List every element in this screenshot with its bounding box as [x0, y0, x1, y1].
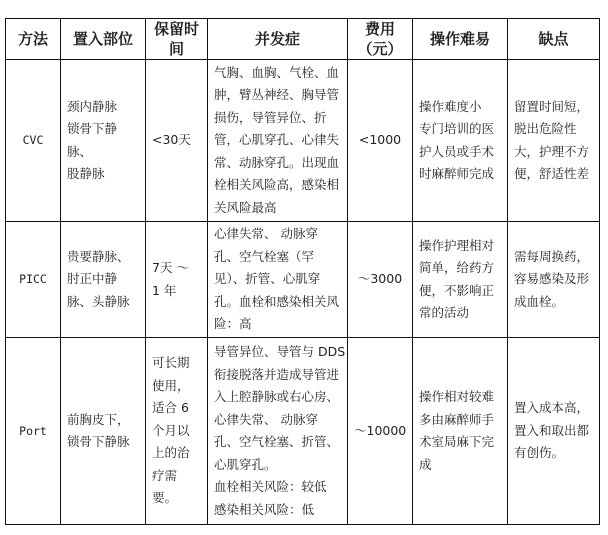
cell-text: 大，护理不方 — [514, 143, 590, 159]
cell-cost — [348, 338, 413, 525]
cell-text: 锁骨下静 — [67, 121, 118, 136]
cell-text: 护人员或手术 — [419, 143, 495, 159]
cell-text: 导管异位、导管与 DDS — [214, 344, 346, 359]
cell-text: 使用， — [152, 377, 190, 393]
cell-text: 成 — [419, 456, 432, 472]
cell-duration — [146, 338, 208, 525]
cell-text: 损伤，导管异位、折 — [214, 109, 327, 125]
cell-text: 操作相对较难 — [419, 389, 495, 404]
cell-text: 见）、折管、心肌穿 — [214, 271, 321, 287]
cell-duration — [146, 222, 208, 338]
cell-text: 1 年 — [152, 282, 177, 298]
cell-text: 便，不影响正 — [419, 282, 495, 298]
cell-text: 多由麻醉师手 — [419, 411, 495, 427]
header-cost — [348, 19, 413, 60]
header-complications — [208, 19, 348, 60]
cell-text: 上的治 — [152, 445, 190, 461]
cell-drawbacks — [508, 338, 600, 525]
cell-text: 栓相关风险高，感染相 — [214, 177, 340, 193]
cell-text: 前胸皮下， — [67, 411, 130, 427]
header-row — [6, 19, 600, 60]
cell-text: 成血栓。 — [514, 293, 565, 309]
cell-text: 置入成本高， — [514, 400, 590, 416]
cell-text: <30天 — [152, 132, 191, 148]
cell-text: 管，心肌穿孔、心律失 — [214, 132, 340, 148]
header-duration — [146, 19, 208, 60]
cell-text: 脉、 — [67, 143, 93, 159]
header-text: 操作难易 — [429, 30, 490, 48]
cell-text: 肿，臂丛神经、胸导管 — [214, 87, 340, 103]
header-difficulty — [413, 19, 508, 60]
cell-text: ～10000 — [354, 422, 407, 438]
cell-text: 置入和取出都 — [514, 422, 590, 438]
cell-text: 气胸、血胸、气栓、血 — [214, 64, 340, 80]
header-text: 置入部位 — [72, 30, 133, 48]
cell-complications — [208, 338, 348, 525]
cell-text: 需每周换药， — [514, 248, 590, 264]
header-text: 缺点 — [538, 30, 569, 48]
cell-text: 颈内静脉 — [67, 98, 118, 114]
cell-text: 衔接脱落并造成导管进 — [214, 366, 340, 382]
cell-method — [6, 338, 61, 525]
header-text: 方法 — [17, 30, 48, 48]
header-text: 费用（元） — [357, 20, 403, 58]
cell-difficulty — [413, 60, 508, 222]
cell-text: 可长期 — [152, 355, 190, 371]
cell-text: 孔。血栓和感染相关风 — [214, 293, 340, 309]
cell-text: <1000 — [358, 132, 402, 148]
table-row — [6, 338, 600, 525]
cell-text: 术室局麻下完 — [419, 434, 495, 449]
cell-text: 血栓相关风险：较低 — [214, 479, 327, 494]
cell-difficulty — [413, 222, 508, 338]
cell-text: 心律失常、 动脉穿 — [214, 411, 318, 427]
cell-text: 要。 — [152, 490, 178, 506]
cell-text: 孔、空气栓塞（罕 — [214, 248, 315, 264]
cell-text: 留置时间短， — [514, 98, 590, 114]
cell-text: 疗需 — [152, 467, 178, 483]
cell-complications — [208, 60, 348, 222]
cell-text: 贵要静脉、 — [67, 248, 130, 264]
cell-text: 有创伤。 — [514, 445, 565, 461]
cell-cost — [348, 60, 413, 222]
cell-text: 专门培训的医 — [419, 121, 495, 136]
cell-text: 7天 ～ — [152, 260, 189, 275]
header-text: 并发症 — [254, 30, 300, 48]
cell-text: 常的活动 — [419, 305, 470, 320]
header-drawbacks — [508, 19, 600, 60]
table-row — [6, 222, 600, 338]
comparison-table — [5, 18, 600, 525]
cell-text: 入上腔静脉或右心房、 — [214, 389, 340, 404]
table-row — [6, 60, 600, 222]
cell-cost — [348, 222, 413, 338]
cell-text: 时麻醉师完成 — [419, 166, 495, 181]
cell-duration — [146, 60, 208, 222]
cell-text: 脱出危险性 — [514, 121, 577, 136]
cell-site — [61, 222, 146, 338]
cell-text: 关风险最高 — [214, 199, 277, 215]
cell-text: Port — [19, 423, 47, 438]
cell-text: 个月以 — [152, 422, 190, 438]
cell-text: 便，舒适性差 — [514, 166, 590, 181]
header-text: 保留时间 — [154, 20, 200, 58]
cell-method — [6, 222, 61, 338]
cell-text: 肘正中静 — [67, 271, 118, 287]
cell-text: 适合 6 — [152, 400, 189, 416]
cell-text: PICC — [19, 272, 47, 287]
cell-text: 锁骨下静脉 — [67, 434, 130, 449]
cell-text: 脉、头静脉 — [67, 293, 130, 309]
cell-drawbacks — [508, 222, 600, 338]
cell-text: 险：高 — [214, 316, 252, 332]
header-method — [6, 19, 61, 60]
cell-text: ～3000 — [357, 271, 403, 287]
cell-drawbacks — [508, 60, 600, 222]
cell-text: 操作护理相对 — [419, 237, 495, 253]
cell-text: 常、动脉穿孔。出现血 — [214, 154, 340, 170]
cell-text: 容易感染及形 — [514, 271, 590, 287]
cell-site — [61, 60, 146, 222]
cell-text: 心律失常、 动脉穿 — [214, 226, 318, 242]
cell-text: 心肌穿孔。 — [214, 456, 277, 472]
cell-text: 简单，给药方 — [419, 260, 495, 275]
cell-text: 感染相关风险：低 — [214, 501, 315, 517]
cell-complications — [208, 222, 348, 338]
cell-method — [6, 60, 61, 222]
cell-site — [61, 338, 146, 525]
cell-difficulty — [413, 338, 508, 525]
cell-text: 孔、空气栓塞、折管、 — [214, 434, 340, 449]
header-site — [61, 19, 146, 60]
cell-text: 股静脉 — [67, 166, 105, 181]
cell-text: 操作难度小 — [419, 98, 482, 114]
cell-text: CVC — [22, 133, 44, 148]
